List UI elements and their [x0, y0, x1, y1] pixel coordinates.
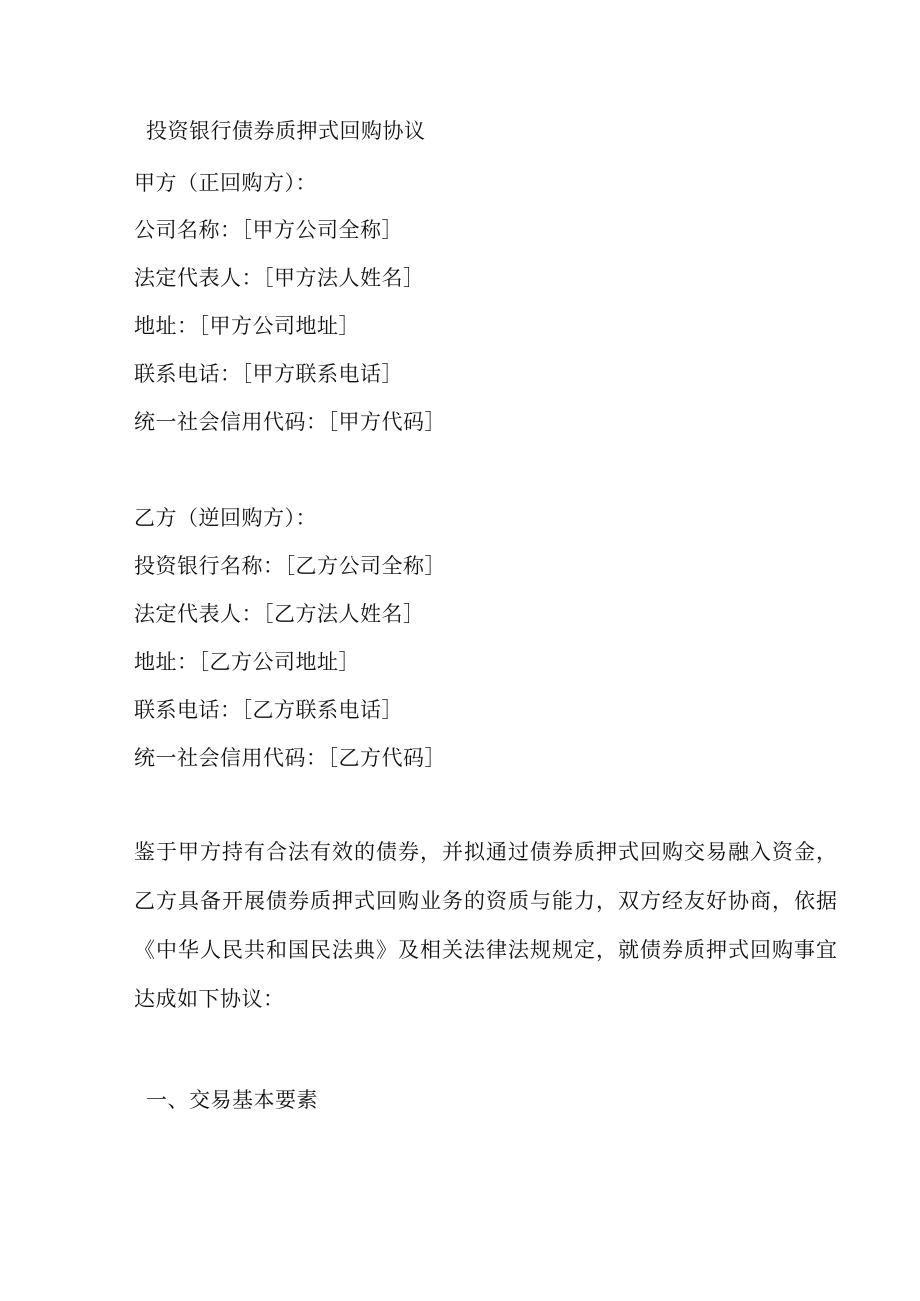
- party-a-credit-code: 统一社会信用代码：［甲方代码］: [134, 410, 446, 434]
- party-a-heading: 甲方（正回购方）：: [134, 171, 317, 195]
- party-b-address: 地址：［乙方公司地址］: [134, 650, 360, 674]
- party-b-legal-rep: 法定代表人：［乙方法人姓名］: [134, 602, 425, 626]
- party-a-legal-rep: 法定代表人：［甲方法人姓名］: [134, 266, 425, 290]
- party-a-phone: 联系电话：［甲方联系电话］: [134, 362, 403, 386]
- preamble-line-2: 乙方具备开展债券质押式回购业务的资质与能力，双方经友好协商，依据: [134, 889, 838, 913]
- document-title: 投资银行债券质押式回购协议: [146, 119, 426, 143]
- preamble-line-3: 《中华人民共和国民法典》及相关法律法规规定，就债券质押式回购事宜: [134, 938, 838, 962]
- party-b-bank-name: 投资银行名称：［乙方公司全称］: [134, 554, 446, 578]
- party-b-heading: 乙方（逆回购方）：: [134, 506, 317, 530]
- preamble-line-1: 鉴于甲方持有合法有效的债券，并拟通过债券质押式回购交易融入资金，: [134, 840, 838, 864]
- party-b-credit-code: 统一社会信用代码：［乙方代码］: [134, 746, 446, 770]
- section-1-heading: 一、交易基本要素: [146, 1088, 318, 1112]
- party-a-address: 地址：［甲方公司地址］: [134, 314, 360, 338]
- party-b-phone: 联系电话：［乙方联系电话］: [134, 698, 403, 722]
- preamble-line-4: 达成如下协议：: [134, 987, 285, 1011]
- party-a-company-name: 公司名称：［甲方公司全称］: [134, 218, 403, 242]
